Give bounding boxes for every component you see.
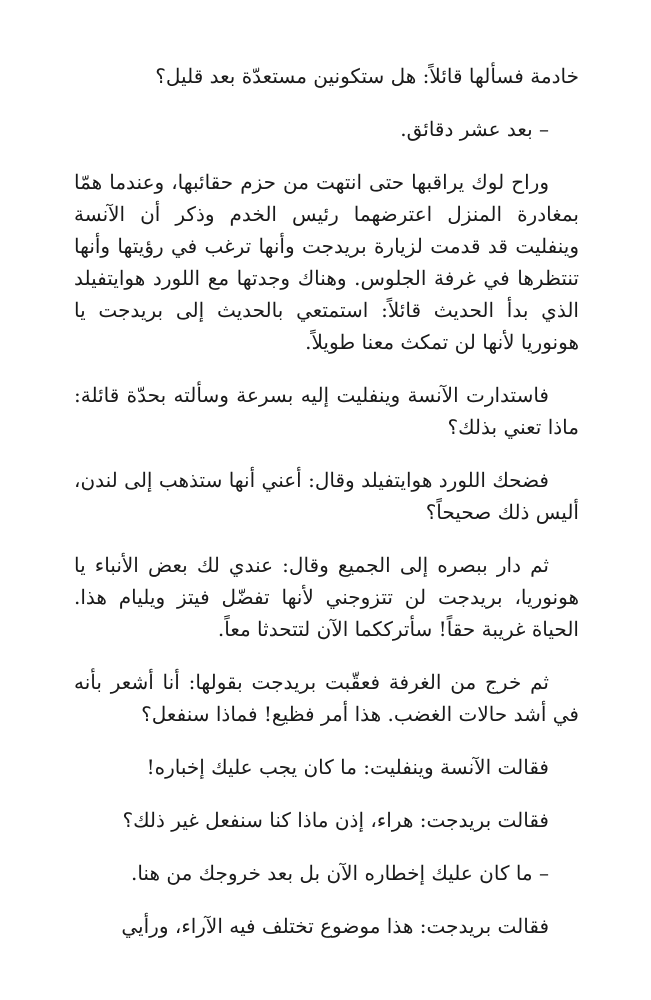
paragraph-11: فقالت بريدجت: هذا موضوع تختلف فيه الآراء، ورأيي <box>121 914 549 938</box>
paragraph-9: فقالت بريدجت: هراء، إذن ماذا كنا سنفعل غير ذلك؟ <box>122 808 549 832</box>
paragraph-7: ثم خرج من الغرفة فعقّبت بريدجت بقولها: أنا أشعر بأنه في أشد حالات الغضب. هذا أمر فظيع! فماذا سنفعل؟ <box>74 670 579 726</box>
paragraph-4: فاستدارت الآنسة وينفليت إليه بسرعة وسألته بحدّة قائلة: ماذا تعني بذلك؟ <box>74 383 579 439</box>
paragraph-5: فضحك اللورد هوايتفيلد وقال: أعني أنها ستذهب إلى لندن، أليس ذلك صحيحاً؟ <box>74 468 579 524</box>
paragraph-6: ثم دار ببصره إلى الجميع وقال: عندي لك بعض الأنباء يا هونوريا، بريدجت لن تتزوجني لأنها تفضّل فيتز ويليام هذا. الحياة غريبة حقاً! سأترككما الآن لتتحدثا معاً. <box>74 553 579 641</box>
paragraph-8: فقالت الآنسة وينفليت: ما كان يجب عليك إخباره! <box>146 755 549 779</box>
paragraph-10: – ما كان عليك إخطاره الآن بل بعد خروجك من هنا. <box>130 861 549 885</box>
paragraph-2: – بعد عشر دقائق. <box>400 117 549 141</box>
paragraph-1: خادمة فسألها قائلاً: هل ستكونين مستعدّة بعد قليل؟ <box>155 64 579 88</box>
paragraph-3: وراح لوك يراقبها حتى انتهت من حزم حقائبها، وعندما همّا بمغادرة المنزل اعترضهما رئيس الخدم وذكر أن الآنسة وينفليت قد قدمت لزيارة بريدجت وأنها ترغب في رؤيتها وأنها تنتظرها في غرفة الجلوس. وهناك وجدتها مع اللورد هوايتفيلد الذي بدأ الحديث قائلاً: استمتعي بالحديث إلى بريدجت يا هونوريا لأنها لن تمكث معنا طويلاً. <box>74 170 579 354</box>
